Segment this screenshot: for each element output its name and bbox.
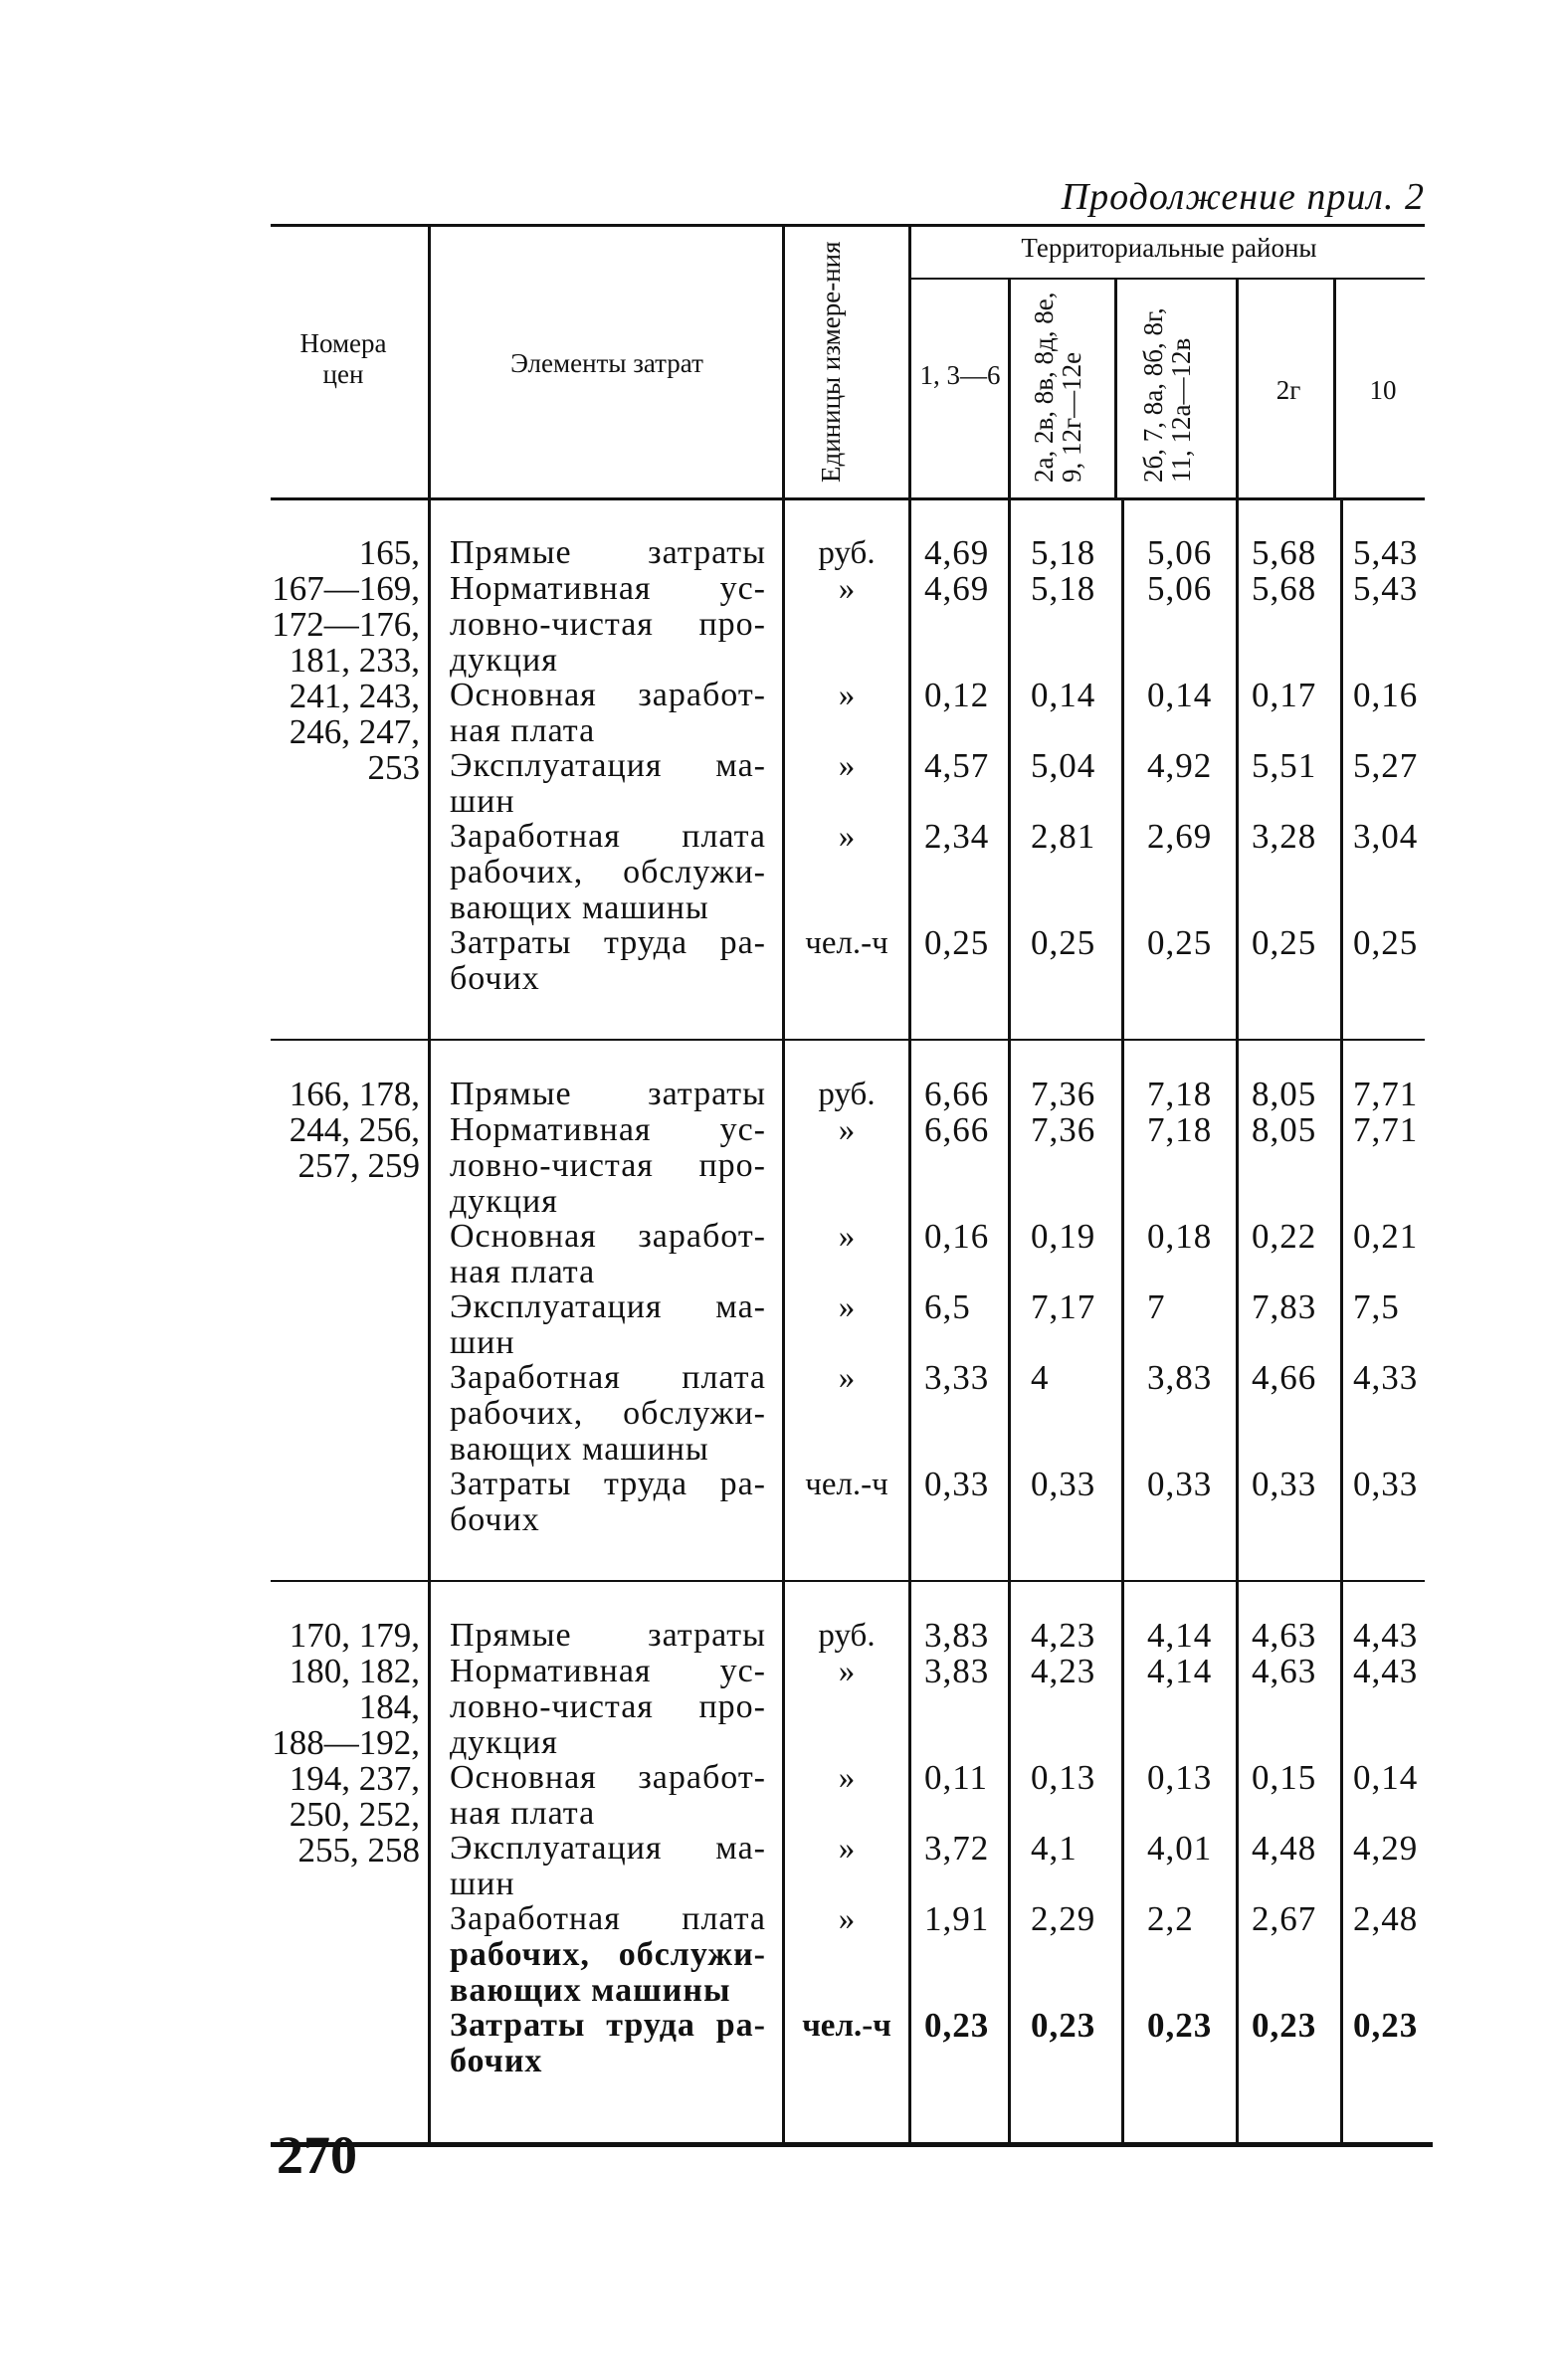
table-bottom-border (271, 2142, 1433, 2147)
header-region-col-2: 2а, 2в, 8в, 8д, 8е, 9, 12г—12е (1029, 292, 1086, 483)
cost-element-line: Эксплуатация ма- (450, 1288, 766, 1325)
value-cell: 5,18 (1031, 533, 1096, 572)
cost-element-line: Прямые затраты (450, 534, 766, 571)
value-cell: 7,17 (1031, 1287, 1096, 1326)
value-cell: 7,5 (1353, 1287, 1400, 1326)
cost-element-line: Эксплуатация ма- (450, 1830, 766, 1867)
header-region-col-1: 1, 3—6 (919, 360, 1001, 390)
header-region-col-4: 2г (1275, 375, 1301, 405)
value-cell: 3,04 (1353, 817, 1419, 856)
value-cell: 5,51 (1252, 746, 1317, 785)
value-cell: 4,23 (1031, 1616, 1096, 1655)
table-caption: Продолжение прил. 2 (1061, 176, 1425, 218)
value-cell: 0,25 (1147, 923, 1213, 962)
unit-cell: руб. (818, 535, 876, 571)
group-separator (271, 1580, 1425, 1582)
unit-cell: » (838, 678, 856, 713)
unit-cell: руб. (818, 1618, 876, 1654)
value-cell: 0,33 (1353, 1465, 1419, 1503)
unit-cell: » (838, 1289, 856, 1325)
value-cell: 0,14 (1353, 1758, 1419, 1797)
value-cell: 0,25 (1252, 923, 1317, 962)
column-divider (1340, 500, 1343, 2142)
value-cell: 0,33 (1031, 1465, 1096, 1503)
unit-cell: » (838, 571, 856, 607)
value-cell: 5,68 (1252, 569, 1317, 608)
cost-element-line: бочих (450, 960, 540, 997)
cost-element-line: Затраты труда ра- (450, 2007, 766, 2044)
unit-cell: » (838, 819, 856, 855)
column-divider (782, 227, 785, 497)
price-number-line: 180, 182, (289, 1652, 420, 1690)
value-cell: 6,66 (924, 1110, 990, 1149)
cost-element-line: Основная заработ- (450, 1218, 766, 1255)
value-cell: 0,16 (924, 1217, 990, 1256)
unit-cell: » (838, 1831, 856, 1867)
cost-element-line: вающих машины (450, 1431, 709, 1468)
value-cell: 0,14 (1147, 676, 1213, 714)
price-number-line: 253 (367, 748, 420, 787)
value-cell: 5,43 (1353, 533, 1419, 572)
cost-element-line: Основная заработ- (450, 1759, 766, 1796)
unit-cell: » (838, 1360, 856, 1396)
column-divider (1008, 280, 1011, 497)
value-cell: 0,23 (1252, 2006, 1317, 2045)
regions-header-rule (910, 278, 1425, 280)
value-cell: 0,18 (1147, 1217, 1213, 1256)
value-cell: 4,43 (1353, 1652, 1419, 1690)
value-cell: 0,22 (1252, 1217, 1317, 1256)
value-cell: 0,14 (1031, 676, 1096, 714)
value-cell: 4,69 (924, 533, 990, 572)
value-cell: 2,2 (1147, 1899, 1194, 1938)
value-cell: 2,48 (1353, 1899, 1419, 1938)
value-cell: 5,68 (1252, 533, 1317, 572)
value-cell: 3,28 (1252, 817, 1317, 856)
value-cell: 4,66 (1252, 1358, 1317, 1397)
value-cell: 0,11 (924, 1758, 988, 1797)
value-cell: 1,91 (924, 1899, 990, 1938)
value-cell: 7,36 (1031, 1110, 1096, 1149)
column-divider (428, 227, 431, 497)
price-number-line: 246, 247, (289, 712, 420, 751)
unit-cell: » (838, 1760, 856, 1796)
cost-element-line: Нормативная ус- (450, 570, 766, 607)
value-cell: 5,06 (1147, 569, 1213, 608)
cost-element-line: Заработная плата (450, 1900, 766, 1937)
cost-element-line: Прямые затраты (450, 1617, 766, 1654)
header-region-col-3: 2б, 7, 8а, 8б, 8г, 11, 12а—12в (1138, 307, 1196, 483)
column-divider (1333, 280, 1336, 497)
cost-element-line: рабочих, обслужи- (450, 854, 766, 890)
price-number-line: 181, 233, (289, 641, 420, 680)
cost-element-line: ловно-чистая про- (450, 1688, 766, 1725)
value-cell: 7,83 (1252, 1287, 1317, 1326)
cost-element-line: Нормативная ус- (450, 1653, 766, 1689)
value-cell: 2,67 (1252, 1899, 1317, 1938)
price-number-line: 166, 178, (289, 1075, 420, 1113)
cost-element-line: бочих (450, 2043, 543, 2079)
column-divider (1236, 500, 1239, 2142)
value-cell: 0,25 (1353, 923, 1419, 962)
cost-element-line: Эксплуатация ма- (450, 747, 766, 784)
price-number-line: 241, 243, (289, 677, 420, 715)
unit-cell: » (838, 748, 856, 784)
column-divider (1121, 500, 1124, 2142)
cost-element-line: шин (450, 1866, 515, 1902)
cost-element-line: ная плата (450, 1254, 596, 1290)
value-cell: 4,63 (1252, 1652, 1317, 1690)
value-cell: 0,25 (1031, 923, 1096, 962)
cost-element-line: Прямые затраты (450, 1076, 766, 1112)
unit-cell: » (838, 1654, 856, 1689)
unit-cell: руб. (818, 1077, 876, 1112)
value-cell: 8,05 (1252, 1075, 1317, 1113)
cost-element-line: шин (450, 783, 515, 820)
value-cell: 0,33 (1252, 1465, 1317, 1503)
value-cell: 4,14 (1147, 1652, 1213, 1690)
value-cell: 5,06 (1147, 533, 1213, 572)
value-cell: 4,33 (1353, 1358, 1419, 1397)
cost-element-line: Нормативная ус- (450, 1111, 766, 1148)
cost-element-line: ловно-чистая про- (450, 1147, 766, 1184)
price-number-line: 170, 179, (289, 1616, 420, 1655)
cost-element-line: Затраты труда ра- (450, 1466, 766, 1502)
value-cell: 5,43 (1353, 569, 1419, 608)
value-cell: 3,83 (924, 1652, 990, 1690)
value-cell: 2,69 (1147, 817, 1213, 856)
value-cell: 4 (1031, 1358, 1050, 1397)
value-cell: 4,43 (1353, 1616, 1419, 1655)
unit-cell: » (838, 1112, 856, 1148)
header-region-col-5: 10 (1369, 375, 1397, 405)
group-separator (271, 1039, 1425, 1041)
column-divider (1236, 280, 1239, 497)
cost-element-line: ная плата (450, 1795, 596, 1832)
cost-element-line: вающих машины (450, 1972, 731, 2009)
value-cell: 4,29 (1353, 1829, 1419, 1868)
header-regions: Территориальные районы (1021, 233, 1317, 263)
value-cell: 4,57 (924, 746, 990, 785)
value-cell: 0,16 (1353, 676, 1419, 714)
cost-element-line: ная плата (450, 712, 596, 749)
unit-cell: чел.-ч (805, 925, 888, 961)
value-cell: 4,23 (1031, 1652, 1096, 1690)
value-cell: 0,23 (1147, 2006, 1213, 2045)
value-cell: 7,71 (1353, 1110, 1419, 1149)
header-cost-elements: Элементы затрат (510, 348, 703, 378)
cost-element-line: Заработная плата (450, 818, 766, 855)
value-cell: 0,33 (1147, 1465, 1213, 1503)
column-divider (908, 227, 911, 497)
unit-cell: чел.-ч (805, 1467, 888, 1502)
value-cell: 5,04 (1031, 746, 1096, 785)
cost-element-line: Основная заработ- (450, 677, 766, 713)
value-cell: 7 (1147, 1287, 1166, 1326)
value-cell: 3,83 (924, 1616, 990, 1655)
price-number-line: 167—169, (272, 569, 420, 608)
price-number-line: 257, 259 (297, 1146, 420, 1185)
value-cell: 7,71 (1353, 1075, 1419, 1113)
value-cell: 4,1 (1031, 1829, 1078, 1868)
cost-element-line: дукция (450, 1183, 558, 1220)
value-cell: 0,25 (924, 923, 990, 962)
price-number-line: 188—192, (272, 1723, 420, 1762)
value-cell: 0,15 (1252, 1758, 1317, 1797)
cost-element-line: вающих машины (450, 889, 709, 926)
value-cell: 6,66 (924, 1075, 990, 1113)
price-number-line: 255, 258 (297, 1831, 420, 1870)
value-cell: 0,13 (1031, 1758, 1096, 1797)
value-cell: 3,33 (924, 1358, 990, 1397)
value-cell: 7,18 (1147, 1110, 1213, 1149)
header-price-numbers: Номера цен (299, 328, 387, 389)
value-cell: 4,14 (1147, 1616, 1213, 1655)
page-number: 270 (277, 2125, 357, 2185)
unit-cell: » (838, 1901, 856, 1937)
header-units: Единицы измере-ния (816, 241, 846, 483)
price-number-line: 244, 256, (289, 1110, 420, 1149)
value-cell: 3,72 (924, 1829, 990, 1868)
price-number-line: 165, (358, 533, 420, 572)
value-cell: 4,69 (924, 569, 990, 608)
value-cell: 4,48 (1252, 1829, 1317, 1868)
price-number-line: 194, 237, (289, 1759, 420, 1798)
cost-element-line: дукция (450, 642, 558, 679)
cost-element-line: дукция (450, 1724, 558, 1761)
value-cell: 0,19 (1031, 1217, 1096, 1256)
value-cell: 0,23 (1353, 2006, 1419, 2045)
value-cell: 0,17 (1252, 676, 1317, 714)
value-cell: 5,27 (1353, 746, 1419, 785)
header-bottom-border (271, 497, 1425, 500)
value-cell: 0,12 (924, 676, 990, 714)
price-number-line: 184, (358, 1687, 420, 1726)
value-cell: 0,23 (1031, 2006, 1096, 2045)
value-cell: 0,21 (1353, 1217, 1419, 1256)
value-cell: 2,81 (1031, 817, 1096, 856)
unit-cell: чел.-ч (802, 2008, 891, 2044)
value-cell: 4,63 (1252, 1616, 1317, 1655)
value-cell: 3,83 (1147, 1358, 1213, 1397)
value-cell: 5,18 (1031, 569, 1096, 608)
value-cell: 2,34 (924, 817, 990, 856)
value-cell: 4,01 (1147, 1829, 1213, 1868)
cost-element-line: Затраты труда ра- (450, 924, 766, 961)
cost-element-line: рабочих, обслужи- (450, 1395, 766, 1432)
cost-element-line: бочих (450, 1501, 540, 1538)
value-cell: 0,13 (1147, 1758, 1213, 1797)
price-number-line: 250, 252, (289, 1795, 420, 1834)
value-cell: 2,29 (1031, 1899, 1096, 1938)
value-cell: 0,33 (924, 1465, 990, 1503)
value-cell: 6,5 (924, 1287, 971, 1326)
column-divider (428, 500, 431, 2142)
table-top-border (271, 224, 1425, 227)
column-divider (1114, 280, 1117, 497)
cost-element-line: рабочих, обслужи- (450, 1936, 766, 1973)
cost-element-line: ловно-чистая про- (450, 606, 766, 643)
value-cell: 7,36 (1031, 1075, 1096, 1113)
value-cell: 8,05 (1252, 1110, 1317, 1149)
cost-element-line: Заработная плата (450, 1359, 766, 1396)
value-cell: 4,92 (1147, 746, 1213, 785)
column-divider (1008, 500, 1011, 2142)
price-number-line: 172—176, (272, 605, 420, 644)
value-cell: 7,18 (1147, 1075, 1213, 1113)
unit-cell: » (838, 1219, 856, 1255)
cost-element-line: шин (450, 1324, 515, 1361)
value-cell: 0,23 (924, 2006, 990, 2045)
